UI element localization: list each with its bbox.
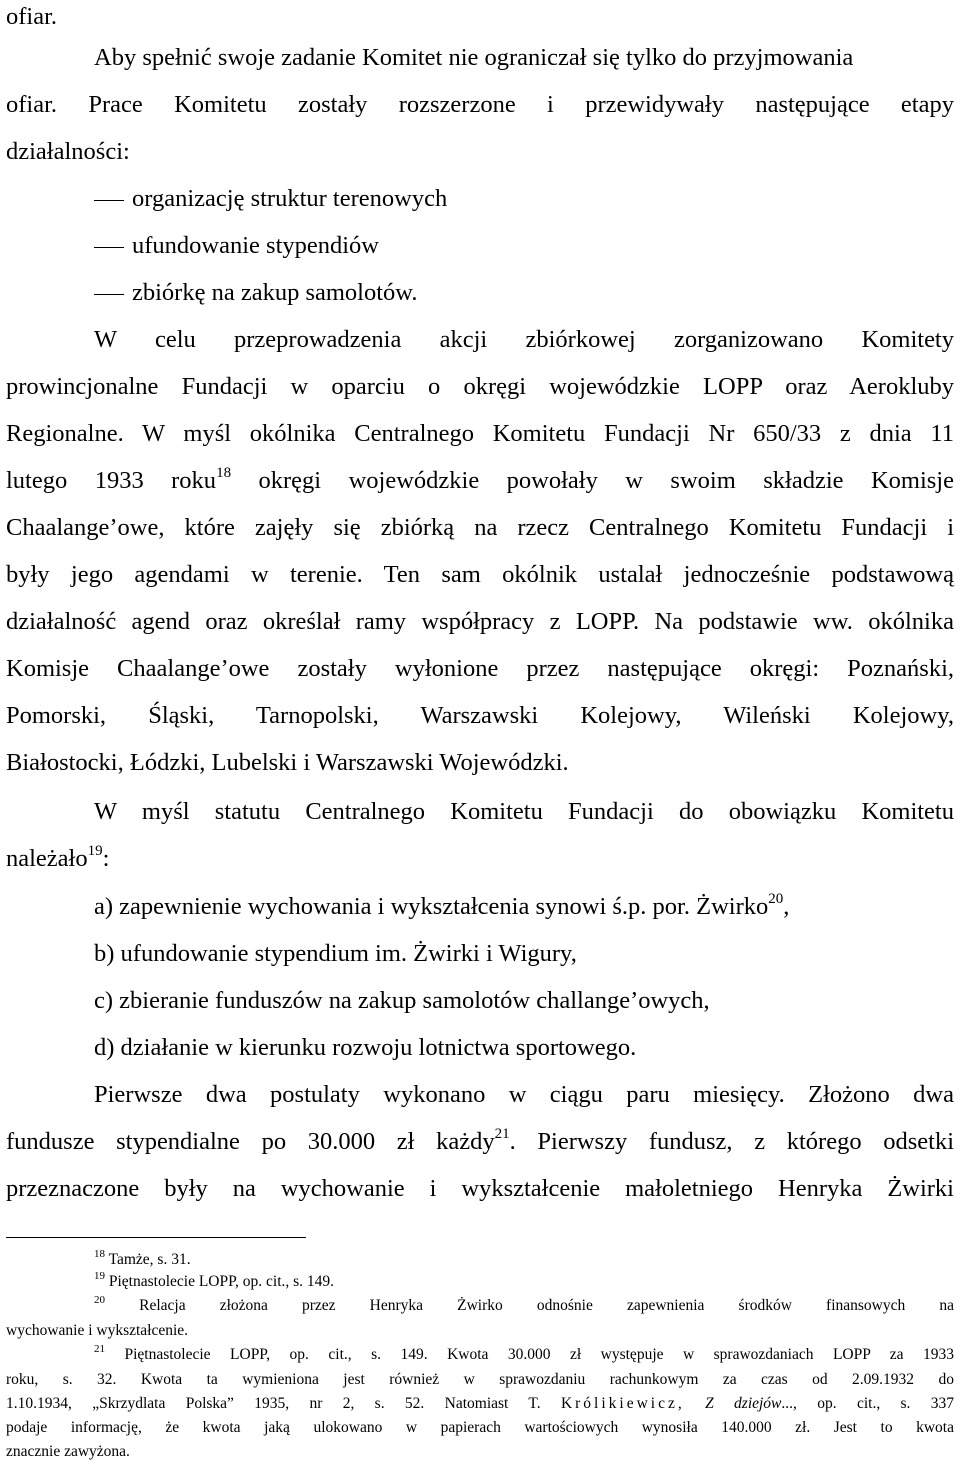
list-item: b) ufundowanie stypendium im. Żwirki i Wigury, bbox=[94, 940, 577, 967]
footnote-ref[interactable]: 20 bbox=[768, 891, 784, 907]
footnote-20: $^{20}$ Relacja złożona przez Henryka Żwirko odnośnie zapewnienia środków finansowych na bbox=[94, 1294, 954, 1314]
text-line: Białostocki, Łódzki, Lubelski i Warszawski Wojewódzki. bbox=[6, 749, 569, 776]
text-line: W celu przeprowadzenia akcji zbiórkowej zorganizowano Komitety bbox=[94, 326, 954, 353]
text-line: ofiar. Prace Komitetu zostały rozszerzone i przewidywały następujące etapy bbox=[6, 91, 954, 118]
list-item: a) zapewnienie wychowania i wykształcenia synowi ś.p. por. Żwirko$^{20}$, bbox=[94, 891, 790, 920]
text-line: Pomorski, Śląski, Tarnopolski, Warszawski Kolejowy, Wileński Kolejowy, bbox=[6, 702, 954, 729]
text-line: fundusze stypendialne po 30.000 zł każdy$^{21}$. Pierwszy fundusz, z którego odsetki bbox=[6, 1126, 955, 1155]
text-line: były jego agendami w terenie. Ten sam okólnik ustalał jednocześnie podstawową bbox=[6, 561, 954, 588]
dash-bullet bbox=[94, 247, 124, 248]
list-item: zbiórkę na zakup samolotów. bbox=[94, 278, 954, 308]
list-item: d) działanie w kierunku rozwoju lotnictwa sportowego. bbox=[94, 1034, 637, 1061]
dash-bullet bbox=[94, 200, 124, 201]
text-line: Regionalne. W myśl okólnika Centralnego Komitetu Fundacji Nr 650/33 z dnia 11 bbox=[6, 420, 954, 447]
footnote-19: $^{19}$ Piętnastolecie LOPP, op. cit., s. 149. bbox=[94, 1270, 335, 1290]
text-line: działalności: bbox=[6, 138, 130, 165]
text-line: Pierwsze dwa postulaty wykonano w ciągu paru miesięcy. Złożono dwa bbox=[94, 1081, 954, 1108]
footnote-ref[interactable]: 18 bbox=[216, 465, 232, 481]
text-line: działalność agend oraz określał ramy współpracy z LOPP. Na podstawie ww. okólnika bbox=[6, 608, 954, 635]
footnote-20-cont: wychowanie i wykształcenie. bbox=[6, 1322, 189, 1339]
dash-bullet bbox=[94, 294, 124, 295]
list-item: c) zbieranie funduszów na zakup samolotów challange’owych, bbox=[94, 987, 710, 1014]
footnote-21-cont: podaje informację, że kwota jaką ulokowano w papierach wartościowych wynosiła 140.000 zł. Jest to kwota bbox=[6, 1419, 954, 1436]
footnote-21: $^{21}$ Piętnastolecie LOPP, op. cit., s. 149. Kwota 30.000 zł występuje w sprawozdaniach LOPP za 1933 bbox=[94, 1343, 954, 1363]
text-line: przeznaczone były na wychowanie i wykształcenie małoletniego Henryka Żwirki bbox=[6, 1175, 954, 1202]
list-item: organizację struktur terenowych bbox=[94, 184, 954, 214]
footnote-21-cont: roku, s. 32. Kwota ta wymieniona jest również w sprawozdaniu rachunkowym za czas od 2.09.1932 do bbox=[6, 1371, 954, 1388]
text-line: W myśl statutu Centralnego Komitetu Fundacji do obowiązku Komitetu bbox=[94, 798, 954, 825]
footnote-ref[interactable]: 21 bbox=[494, 1126, 510, 1142]
text-line: lutego 1933 roku$^{18}$ okręgi wojewódzkie powołały w swoim składzie Komisje bbox=[6, 465, 954, 494]
footnote-separator bbox=[6, 1237, 306, 1238]
footnote-ref[interactable]: 19 bbox=[87, 843, 103, 859]
text-line: prowincjonalne Fundacji w oparciu o okręgi wojewódzkie LOPP oraz Aerokluby bbox=[6, 373, 954, 400]
list-item: ufundowanie stypendiów bbox=[94, 231, 954, 261]
text-line: należało$^{19}$: bbox=[6, 843, 110, 872]
text-line: Komisje Chaalange’owe zostały wyłonione przez następujące okręgi: Poznański, bbox=[6, 655, 954, 682]
text-line: Aby spełnić swoje zadanie Komitet nie ograniczał się tylko do przyjmowania bbox=[94, 44, 854, 71]
footnote-18: $^{18}$ Tamże, s. 31. bbox=[94, 1248, 191, 1268]
footnote-21-cont: znacznie zawyżona. bbox=[6, 1443, 130, 1460]
text-line: Chaalange’owe, które zajęły się zbiórką na rzecz Centralnego Komitetu Fundacji i bbox=[6, 514, 954, 541]
footnote-21-cont: 1.10.1934, „Skrzydlata Polska” 1935, nr 2, s. 52. Natomiast T. Królikiewicz, Z dziejów..., op. cit., s. 337 bbox=[6, 1395, 955, 1412]
text-line: ofiar. bbox=[6, 3, 58, 30]
